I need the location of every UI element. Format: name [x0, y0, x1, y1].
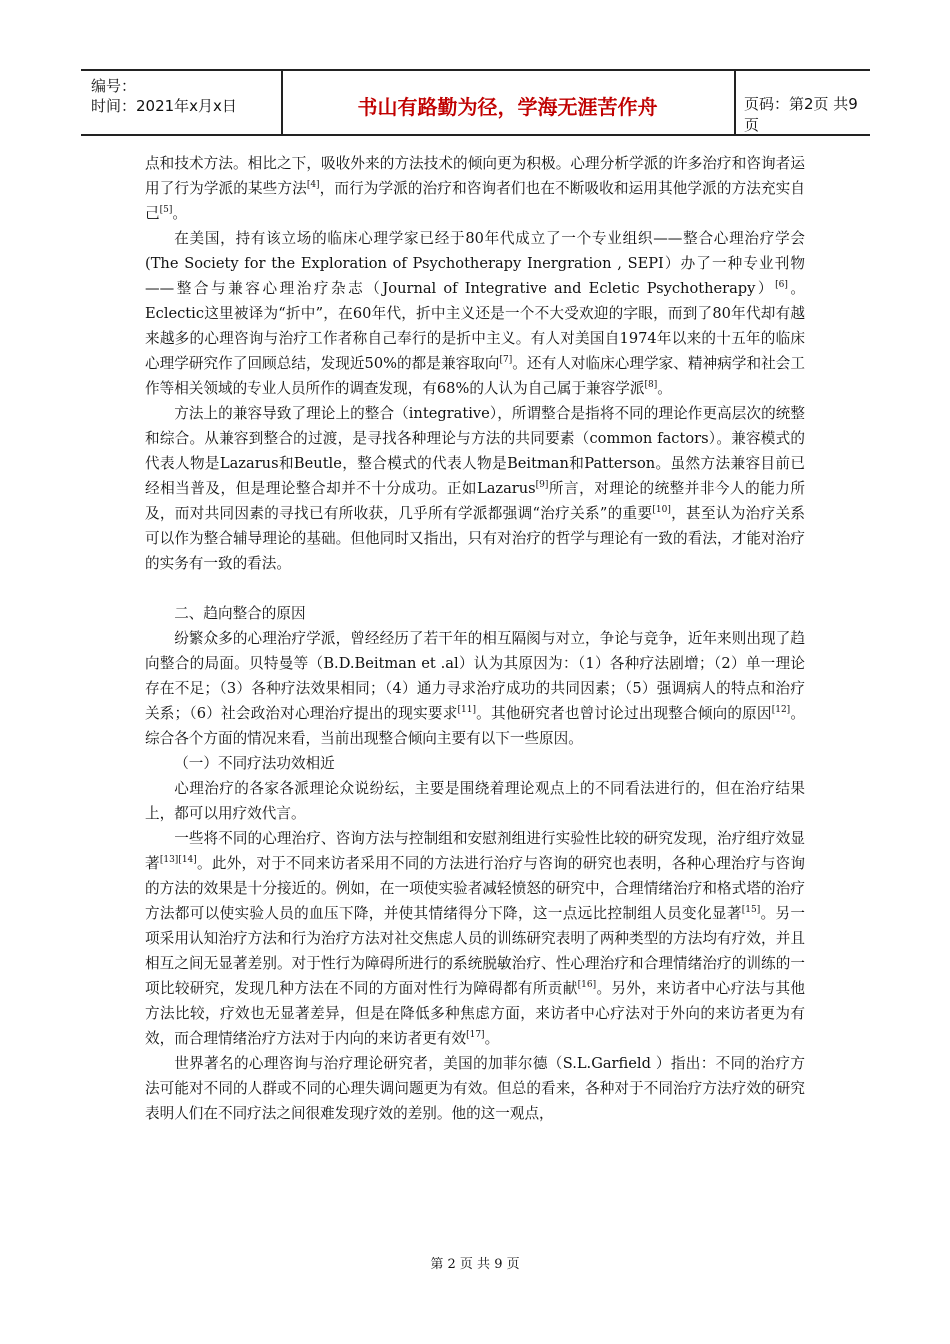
citation: [9] [535, 480, 549, 490]
subsection-heading: （一）不同疗法功效相近 [174, 755, 335, 772]
document-number-label: 编号： [91, 77, 137, 95]
paragraph: 方法上的兼容导致了理论上的整合（integrative），所谓整合是指将不同的理论作更高层次的统整和综合。从兼容到整合的过渡，是寻找各种理论与方法的共同要素（common factors）。兼容模式的代表人物是Lazarus和Beutle，整合模式的代表人物是Beitman和Patterson。虽然方法兼容目前已经相当普及，但是理论整合却并不十分成功。正如Lazarus[9]所言，对理论的统整并非今人的能力所及，而对共同因素的寻找已有所收获，几乎所有学派都强调“治疗关系”的重要[10]，甚至认为治疗关系可以作为整合辅导理论的基础。但他同时又指出，只有对治疗的哲学与理论有一致的看法，才能对治疗的实务有一致的看法。 [145, 405, 805, 572]
citation: [8] [644, 380, 658, 390]
page-footer: 第 2 页 共 9 页 [430, 1257, 520, 1272]
header-table [81, 69, 870, 136]
citation: [11] [457, 705, 476, 715]
citation: [10] [652, 505, 671, 515]
paragraph: 纷繁众多的心理治疗学派，曾经经历了若干年的相互隔阂与对立，争论与竞争，近年来则出现了趋向整合的局面。贝特曼等（B.D.Beitman et .al）认为其原因为：（1）各种疗法剧增；（2）单一理论存在不足；（3）各种疗法效果相同；（4）通力寻求治疗成功的共同因素；（5）强调病人的特点和治疗关系；（6）社会政治对心理治疗提出的现实要求[11]。其他研究者也曾讨论过出现整合倾向的原因[12]。综合各个方面的情况来看，当前出现整合倾向主要有以下一些原因。 [145, 630, 805, 747]
paragraph: 心理治疗的各家各派理论众说纷纭，主要是围绕着理论观点上的不同看法进行的，但在治疗结果上，都可以用疗效代言。 [145, 780, 805, 822]
citation: [7] [499, 355, 513, 365]
citation: [13][14] [159, 855, 197, 865]
header-info-cell [81, 71, 283, 134]
citation: [12] [771, 705, 791, 715]
paragraph: 一些将不同的心理治疗、咨询方法与控制组和安慰剂组进行实验性比较的研究发现，治疗组疗效显著[13][14]。此外，对于不同来访者采用不同的方法进行治疗与咨询的研究也表明，各种心理治疗与咨询的方法的效果是十分接近的。例如，在一项使实验者减轻愤怒的研究中，合理情绪治疗和格式塔的治疗方法都可以使实验人员的血压下降，并使其情绪得分下降，这一点远比控制组人员变化显著[15]。另一项采用认知治疗方法和行为治疗方法对社交焦虑人员的训练研究表明了两种类型的方法均有疗效，并且相互之间无显著差别。对于性行为障碍所进行的系统脱敏治疗、性心理治疗和合理情绪治疗的训练的一项比较研究，发现几种方法在不同的方面对性行为障碍都有所贡献[16]。另外，来访者中心疗法与其他方法比较，疗效也无显著差异，但是在降低多种焦虑方面，来访者中心疗法对于外向的来访者更为有效，而合理情绪治疗方法对于内向的来访者更有效[17]。 [145, 830, 805, 1047]
page-number-label: 页码：第2页 共9页 [744, 95, 858, 134]
citation: [6] [775, 280, 788, 290]
citation: [5] [159, 205, 173, 215]
motto: 书山有路勤为径，学海无涯苦作舟 [357, 95, 658, 119]
document-body [145, 151, 805, 1126]
paragraph: 点和技术方法。相比之下，吸收外来的方法技术的倾向更为积极。心理分析学派的许多治疗和咨询者运用了行为学派的某些方法[4]，而行为学派的治疗和咨询者们也在不断吸收和运用其他学派的方法充实自己[5]。 [145, 155, 805, 222]
document-time-label: 时间：2021年x月x日 [91, 97, 237, 115]
citation: [15] [741, 905, 761, 915]
header-page-cell [734, 71, 870, 134]
citation: [16] [577, 980, 597, 990]
paragraph: 世界著名的心理咨询与治疗理论研究者，美国的加菲尔德（S.L.Garfield ）指出：不同的治疗方法可能对不同的人群或不同的心理失调问题更为有效。但总的看来，各种对于不同治疗方法疗效的研究表明人们在不同疗法之间很难发现疗效的差别。他的这一观点， [145, 1055, 805, 1122]
citation: [17] [466, 1030, 485, 1040]
paragraph: 在美国，持有该立场的临床心理学家已经于80年代成立了一个专业组织——整合心理治疗学会(The Society for the Exploration of Psychotherapy Inergration , SEPI）办了一种专业刊物——整合与兼容心理治疗杂志（Journal of Integrative and Ecletic Psychotherapy）[6]。Eclectic这里被译为“折中”，在60年代，折中主义还是一个不大受欢迎的字眼，而到了80年代却有越来越多的心理咨询与治疗工作者称自己奉行的是折中主义。有人对美国自1974年以来的十五年的临床心理学研究作了回顾总结，发现近50%的都是兼容取向[7]。还有人对临床心理学家、精神病学和社会工作等相关领域的专业人员所作的调查发现，有68%的人认为自己属于兼容学派[8]。 [145, 230, 805, 397]
header-motto-cell [281, 71, 736, 134]
citation: [4] [306, 180, 320, 190]
section-heading: 二、趋向整合的原因 [174, 605, 306, 622]
